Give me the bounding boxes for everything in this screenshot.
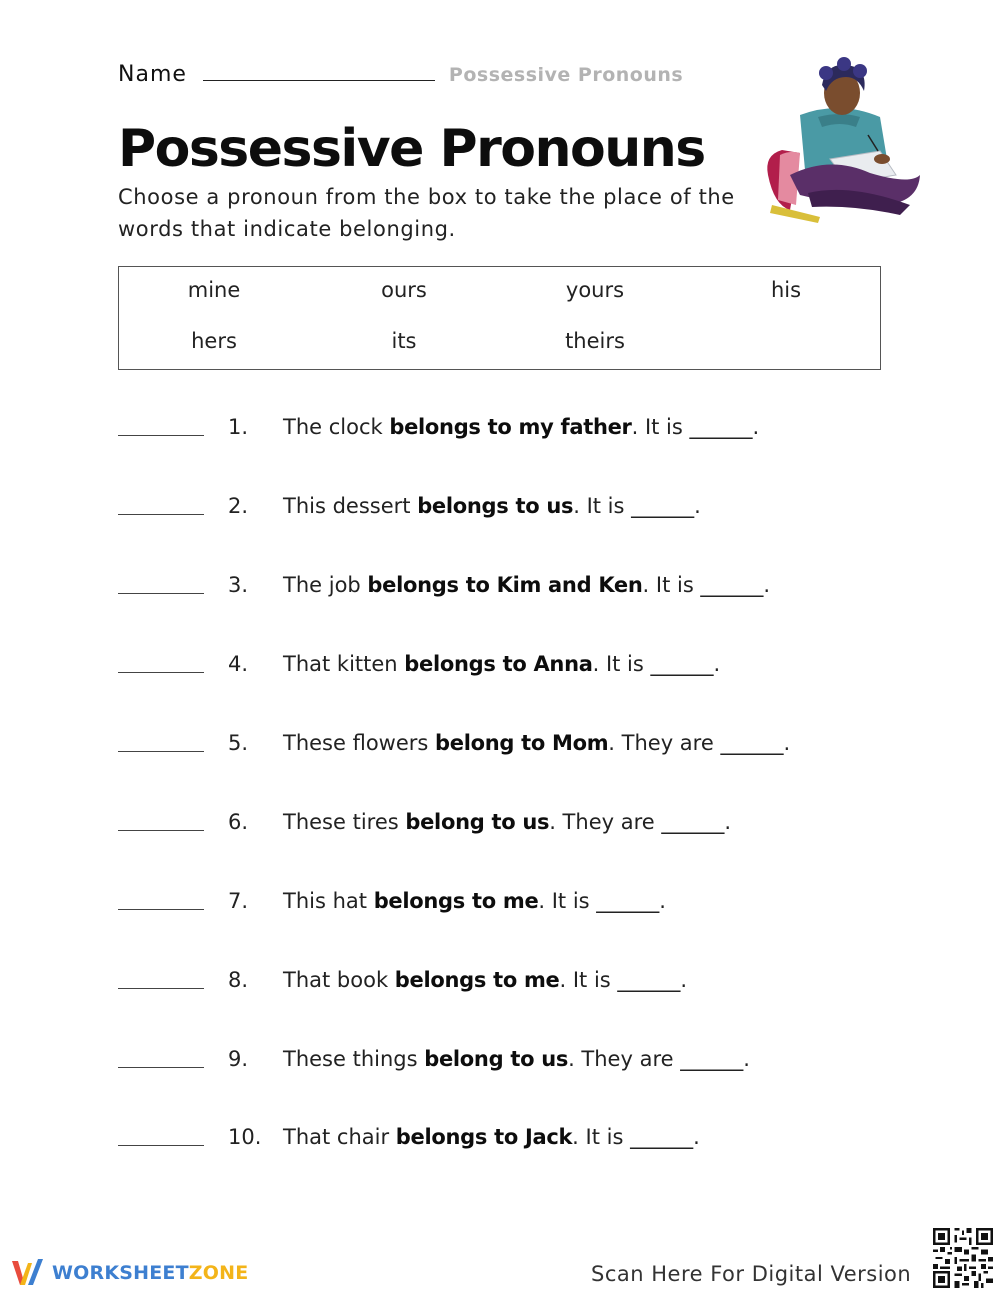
- question-highlight: belongs to Kim and Ken: [367, 573, 643, 597]
- question-item: [0, 968, 1000, 1008]
- question-highlight: belongs to my father: [389, 415, 632, 439]
- question-text: This hat belongs to me. It is ______.: [283, 889, 666, 913]
- word-bank-box: [118, 266, 881, 370]
- brand-name: WORKSHEETZONE: [52, 1262, 249, 1284]
- question-number: 3.: [228, 573, 249, 597]
- word-bank-item: ours: [381, 278, 427, 302]
- question-highlight: belongs to Anna: [404, 652, 593, 676]
- question-text: That book belongs to me. It is ______.: [283, 968, 688, 992]
- word-bank-item: yours: [565, 278, 625, 302]
- word-bank-item: its: [391, 329, 417, 353]
- worksheetzone-logo[interactable]: [10, 1257, 248, 1289]
- question-text: The job belongs to Kim and Ken. It is ______.: [283, 573, 771, 597]
- question-highlight: belongs to me: [373, 889, 539, 913]
- question-highlight: belongs to us: [417, 494, 574, 518]
- question-text: These flowers belong to Mom. They are ______.: [283, 731, 791, 755]
- question-item: [0, 731, 1000, 771]
- question-number: 9.: [228, 1047, 249, 1071]
- question-item: [0, 810, 1000, 850]
- word-bank-item: mine: [187, 278, 241, 302]
- question-item: [0, 889, 1000, 929]
- word-bank-item: his: [770, 278, 802, 302]
- question-number: 4.: [228, 652, 249, 676]
- word-bank-item: theirs: [565, 329, 625, 353]
- question-number: 7.: [228, 889, 249, 913]
- question-number: 5.: [228, 731, 249, 755]
- scan-instruction: Scan Here For Digital Version: [591, 1262, 912, 1286]
- header-subject: Possessive Pronouns: [448, 64, 684, 86]
- answer-line[interactable]: [118, 514, 204, 515]
- answer-line[interactable]: [118, 909, 204, 910]
- question-number: 1.: [228, 415, 249, 439]
- question-item: [0, 1125, 1000, 1165]
- question-highlight: belong to us: [424, 1047, 569, 1071]
- answer-line[interactable]: [118, 751, 204, 752]
- question-highlight: belongs to Jack: [395, 1125, 573, 1149]
- answer-line[interactable]: [118, 1067, 204, 1068]
- question-text: The clock belongs to my father. It is ______.: [283, 415, 760, 439]
- question-text: This dessert belongs to us. It is ______.: [283, 494, 701, 518]
- question-number: 10.: [228, 1125, 262, 1149]
- question-highlight: belong to Mom: [435, 731, 609, 755]
- question-text: That chair belongs to Jack. It is ______.: [283, 1125, 700, 1149]
- page-title: Possessive Pronouns: [118, 119, 705, 179]
- question-item: [0, 573, 1000, 613]
- qr-code-icon[interactable]: [933, 1228, 993, 1288]
- name-row: [118, 60, 683, 90]
- name-label: Name: [118, 62, 187, 87]
- question-text: That kitten belongs to Anna. It is ______.: [283, 652, 721, 676]
- question-number: 2.: [228, 494, 249, 518]
- question-text: These things belong to us. They are ______.: [283, 1047, 750, 1071]
- question-item: [0, 494, 1000, 534]
- question-item: [0, 415, 1000, 455]
- child-writing-illustration: [760, 55, 925, 225]
- question-item: [0, 652, 1000, 692]
- question-number: 8.: [228, 968, 249, 992]
- question-highlight: belongs to me: [394, 968, 560, 992]
- question-text: These tires belong to us. They are ______.: [283, 810, 732, 834]
- question-number: 6.: [228, 810, 249, 834]
- answer-line[interactable]: [118, 435, 204, 436]
- answer-line[interactable]: [118, 593, 204, 594]
- answer-line[interactable]: [118, 672, 204, 673]
- worksheetzone-logo-icon: [10, 1257, 48, 1289]
- name-field-line[interactable]: [203, 60, 435, 81]
- instructions: Choose a pronoun from the box to take the place of the words that indicate belonging.: [118, 185, 735, 241]
- answer-line[interactable]: [118, 988, 204, 989]
- answer-line[interactable]: [118, 1145, 204, 1146]
- question-highlight: belong to us: [405, 810, 550, 834]
- question-item: [0, 1047, 1000, 1087]
- word-bank-item: hers: [191, 329, 237, 353]
- answer-line[interactable]: [118, 830, 204, 831]
